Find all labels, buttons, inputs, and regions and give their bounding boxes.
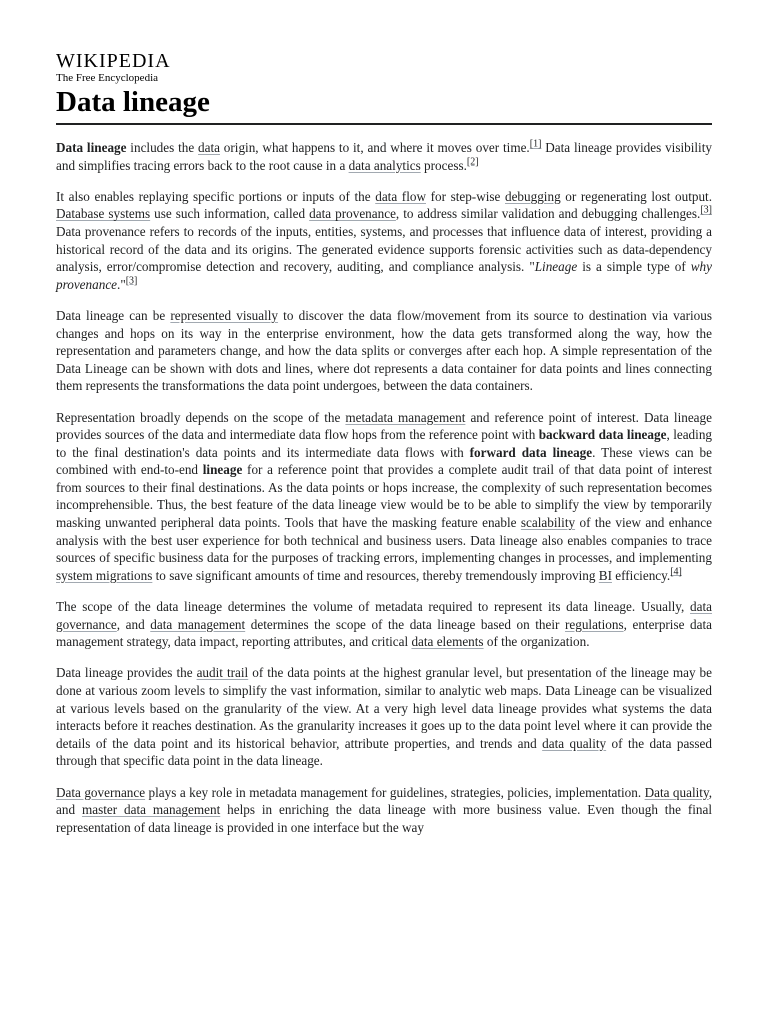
wikipedia-wordmark[interactable]: WIKIPEDIA [56,50,171,72]
italic-term: why provenance [56,259,712,292]
link-data-provenance[interactable]: data provenance [309,206,396,222]
link-system-migrations[interactable]: system migrations [56,567,153,583]
paragraph-governance: Data governance plays a key role in metadata management for guidelines, strategies, policies, implementation. Data quality, and master data management helps in enriching the data lineage with more business value. Even though the final representation of data lineage is provided in one interface but the way [56,784,712,835]
link-bi[interactable]: BI [598,567,612,583]
link-data-flow[interactable]: data flow [375,188,426,204]
link-data-elements[interactable]: data elements [411,634,484,650]
wikipedia-tagline: The Free Encyclopedia [56,72,159,84]
citation-3[interactable]: [3] [700,204,712,216]
citation-1[interactable]: [1] [529,138,542,150]
link-data-management[interactable]: data management [150,616,246,632]
paragraph-scope: The scope of the data lineage determines the volume of metadata required to represent its data lineage. Usually, data governance, and data management determines the scope of the data lineage based on their regulations, enterprise data management strategy, data impact, reporting attributes, and critical data elements of the organization. [56,599,712,650]
bold-term: backward data lineage [538,427,667,443]
link-regulations[interactable]: regulations [564,616,624,632]
paragraph-provenance: It also enables replaying specific portions or inputs of the data flow for step-wise debugging or regenerating lost output. Database systems use such information, called data provenance, to address similar validation and debugging challenges.[3] Data provenance refers to records of the inputs, entities, systems, and processes that influence data of interest, providing a historical record of the data and its origins. The generated evidence supports forensic activities such as data-dependency analysis, error/compromise detection and recovery, auditing, and compliance analysis. "Lineage is a simple type of why provenance."[3] [56,188,713,292]
paragraph-visual: Data lineage can be represented visually to discover the data flow/movement from its source to destination via various changes and hops on its way in the enterprise environment, how the data gets transformed along the way, how the representation and parameters change, and how the data splits or converges after each hop. A simple representation of the Data Lineage can be shown with dots and lines, where dot represents a data container for data points and lines connecting them represents the transformations the data point undergoes, between the data containers. [56,307,712,394]
link-master-data-management[interactable]: master data management [81,802,221,818]
link-represented-visually[interactable]: represented visually [170,307,279,323]
paragraph-intro: Data lineage includes the data origin, what happens to it, and where it moves over time.[1] Data lineage provides visibility and simplifies tracing errors back to the root cause in a data analytics process.[2] [56,138,712,173]
citation-2[interactable]: [2] [466,156,479,168]
link-debugging[interactable]: debugging [504,188,561,204]
paragraph-representation: Representation broadly depends on the scope of the metadata management and reference point of interest. Data lineage provides sources of the data and intermediate data flow hops from the reference point with backward data lineage, leading to the final destination's data points and its intermediate data flows with forward data lineage. These views can be combined with end-to-end lineage for a reference point that provides a complete audit trail of that data point of interest from sources to their final destinations. As the data points or hops increase, the complexity of such representation becomes incomprehensible. Thus, the best feature of the data lineage view would be to be able to simplify the view by temporarily masking unwanted peripheral data points. Tools that have the masking feature enable scalability of the view and enhance analysis with the best user experience for both technical and business users. Data lineage also enables companies to trace sources of specific business data for the purposes of tracking errors, implementing changes in processes, and implementing system migrations to save significant amounts of time and resources, thereby tremendously improving BI efficiency.[4] [56,409,713,583]
link-audit-trail[interactable]: audit trail [196,665,249,681]
link-data-quality-2[interactable]: Data quality [644,784,709,800]
link-data[interactable]: data [198,140,220,155]
article-body [56,139,712,850]
link-data-governance-2[interactable]: Data governance [56,784,146,800]
italic-term: Lineage [534,259,578,275]
bold-term: lineage [202,462,243,478]
bold-term: forward data lineage [469,444,593,460]
link-metadata-management[interactable]: metadata management [345,409,466,425]
citation-4[interactable]: [4] [670,566,682,578]
link-scalability[interactable]: scalability [520,515,576,531]
link-database-systems[interactable]: Database systems [56,206,151,222]
link-data-quality[interactable]: data quality [542,735,607,751]
paragraph-audit: Data lineage provides the audit trail of the data points at the highest granular level, but presentation of the lineage may be done at various zoom levels to simplify the vast information, similar to analytic web maps. Data Lineage can be visualized at various levels based on the granularity of the view. At a very high level data lineage provides what systems the data interacts before it reaches destination. As the granularity increases it goes up to the data point level where it can provide the details of the data point and its historical behavior, attribute properties, and trends and data quality of the data passed through that specific data point in the data lineage. [56,665,713,769]
page-title: Data lineage [56,86,210,118]
link-data-governance[interactable]: data governance [56,599,712,632]
title-divider [56,123,712,125]
bold-term: Data lineage [56,140,127,155]
wiki-header [56,50,171,84]
citation-3b[interactable]: [3] [125,275,138,287]
link-data-analytics[interactable]: data analytics [348,157,421,173]
